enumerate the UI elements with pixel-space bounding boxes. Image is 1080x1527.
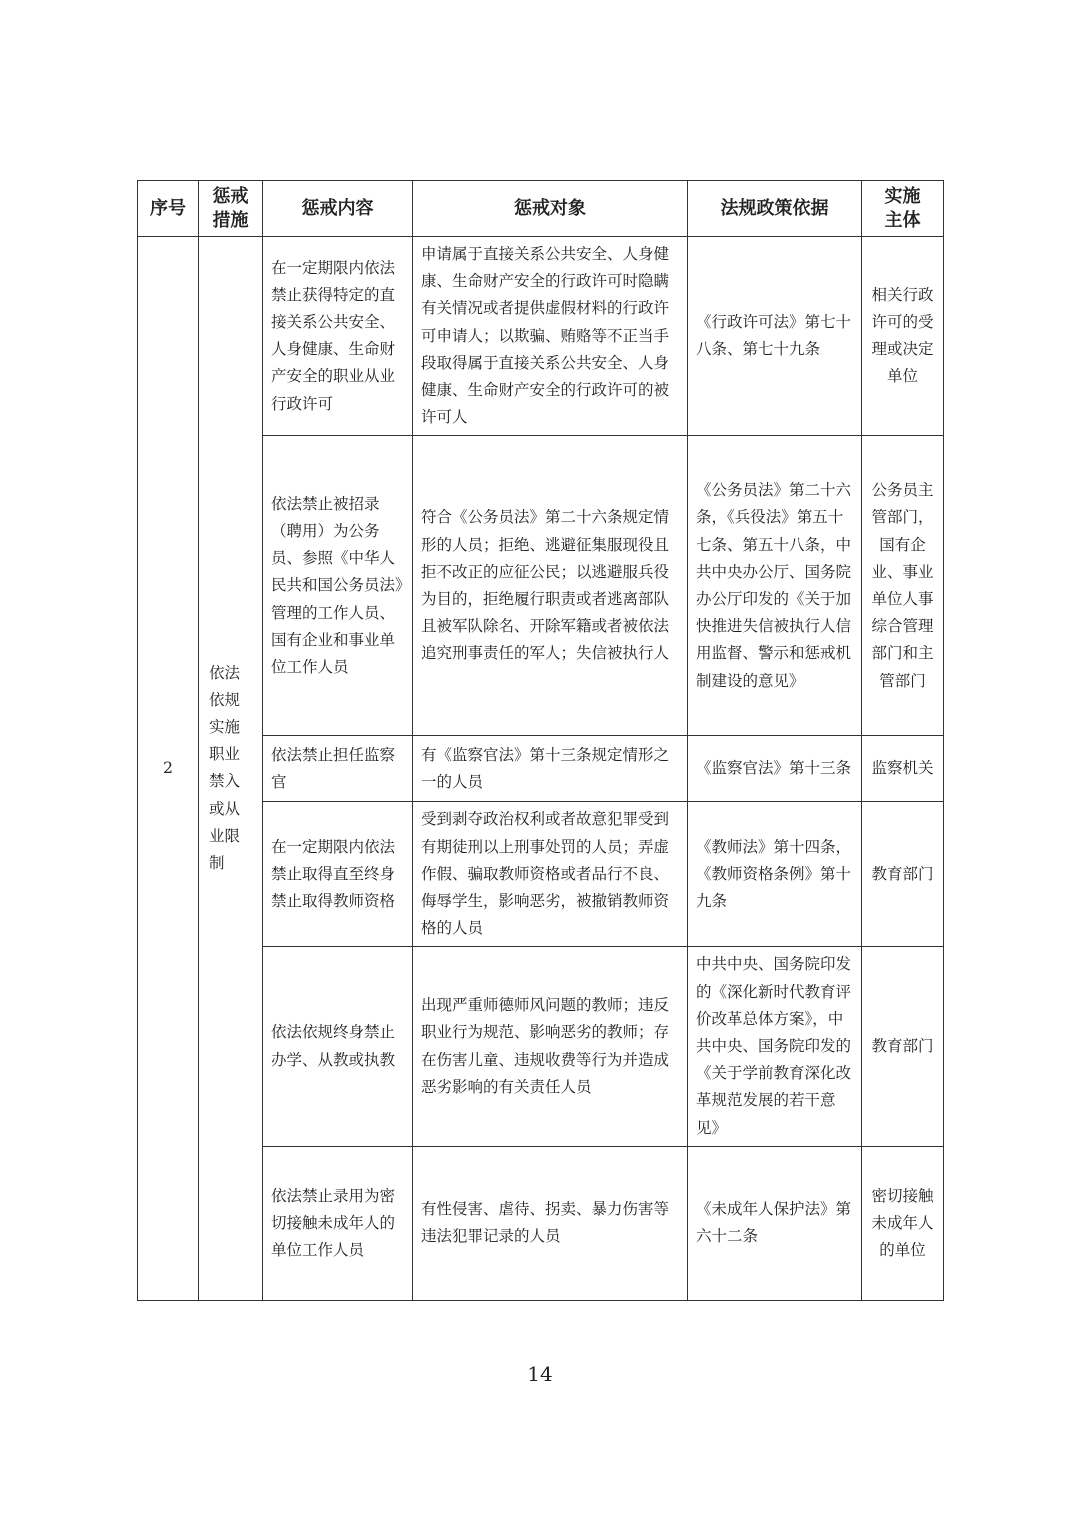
cell-target: 有性侵害、虐待、拐卖、暴力伤害等违法犯罪记录的人员 [413,1146,688,1300]
cell-target: 有《监察官法》第十三条规定情形之一的人员 [413,736,688,802]
cell-subject: 公务员主管部门，国有企业、事业单位人事综合管理部门和主管部门 [862,436,944,736]
cell-subject: 相关行政许可的受理或决定单位 [862,237,944,436]
cell-content: 依法禁止录用为密切接触未成年人的单位工作人员 [263,1146,413,1300]
cell-basis: 《未成年人保护法》第六十二条 [688,1146,862,1300]
header-content: 惩戒内容 [263,181,413,237]
cell-basis: 《行政许可法》第七十八条、第七十九条 [688,237,862,436]
header-target: 惩戒对象 [413,181,688,237]
cell-target: 出现严重师德师风问题的教师；违反职业行为规范、影响恶劣的教师；存在伤害儿童、违规收费等行为并造成恶劣影响的有关责任人员 [413,947,688,1146]
punishment-measures-table [137,180,944,1301]
header-subject: 实施 主体 [862,181,944,237]
cell-target: 受到剥夺政治权利或者故意犯罪受到有期徒刑以上刑事处罚的人员；弄虚作假、骗取教师资格或者品行不良、侮辱学生，影响恶劣，被撤销教师资格的人员 [413,802,688,947]
cell-subject: 教育部门 [862,802,944,947]
cell-content: 依法依规终身禁止办学、从教或执教 [263,947,413,1146]
cell-content: 依法禁止担任监察官 [263,736,413,802]
header-measure: 惩戒 措施 [199,181,263,237]
cell-subject: 监察机关 [862,736,944,802]
cell-content: 依法禁止被招录（聘用）为公务员、参照《中华人民共和国公务员法》管理的工作人员、国有企业和事业单位工作人员 [263,436,413,736]
cell-target: 符合《公务员法》第二十六条规定情形的人员；拒绝、逃避征集服现役且拒不改正的应征公民；以逃避服兵役为目的，拒绝履行职责或者逃离部队且被军队除名、开除军籍或者被依法追究刑事责任的军人；失信被执行人 [413,436,688,736]
cell-basis: 《公务员法》第二十六条，《兵役法》第五十七条、第五十八条，中共中央办公厅、国务院办公厅印发的《关于加快推进失信被执行人信用监督、警示和惩戒机制建设的意见》 [688,436,862,736]
cell-content: 在一定期限内依法禁止获得特定的直接关系公共安全、人身健康、生命财产安全的职业从业行政许可 [263,237,413,436]
header-seq: 序号 [138,181,199,237]
cell-subject: 教育部门 [862,947,944,1146]
cell-subject: 密切接触未成年人的单位 [862,1146,944,1300]
cell-content: 在一定期限内依法禁止取得直至终身禁止取得教师资格 [263,802,413,947]
cell-basis: 《监察官法》第十三条 [688,736,862,802]
cell-target: 申请属于直接关系公共安全、人身健康、生命财产安全的行政许可时隐瞒有关情况或者提供虚假材料的行政许可申请人；以欺骗、贿赂等不正当手段取得属于直接关系公共安全、人身健康、生命财产安全的行政许可的被许可人 [413,237,688,436]
page-number: 14 [527,1362,553,1386]
header-basis: 法规政策依据 [688,181,862,237]
cell-basis: 《教师法》第十四条，《教师资格条例》第十九条 [688,802,862,947]
row-group-measure: 依法依规实施职业禁入或从业限制 [199,237,263,1301]
cell-basis: 中共中央、国务院印发的《深化新时代教育评价改革总体方案》，中共中央、国务院印发的《关于学前教育深化改革规范发展的若干意见》 [688,947,862,1146]
row-group-seq: 2 [138,237,199,1301]
table-header-row [138,181,944,237]
table-row [138,237,944,436]
